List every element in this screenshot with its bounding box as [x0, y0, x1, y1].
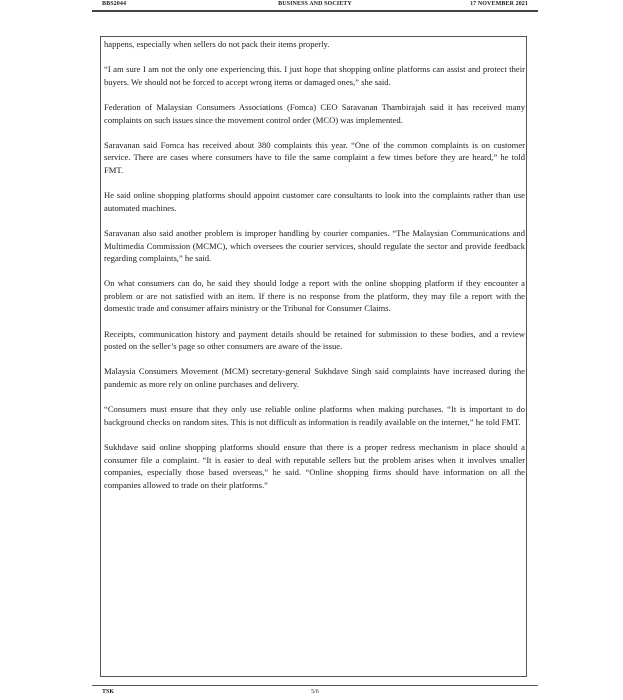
paragraph: Malaysia Consumers Movement (MCM) secretary-general Sukhdave Singh said complaints have increased during the pandemic as more rely on online purchases and delivery.	[104, 366, 525, 390]
paragraph: “Consumers must ensure that they only use reliable online platforms when making purchases. “It is important to do background checks on random sites. This is not difficult as information is readily available on the internet,” he told FMT.	[104, 404, 525, 427]
paragraph: He said online shopping platforms should appoint customer care consultants to look into the complaints rather than use automated machines.	[104, 190, 525, 213]
header-date: 17 NOVEMBER 2021	[470, 1, 528, 7]
paragraph: “I am sure I am not the only one experiencing this. I just hope that shopping online platforms can assist and protect their buyers. We should not be forced to accept wrong items or damaged ones,” she said.	[104, 64, 525, 87]
footer-divider	[92, 685, 538, 686]
module-title: BUSINESS AND SOCIETY	[278, 1, 352, 7]
paragraph: Federation of Malaysian Consumers Associations (Fomca) CEO Saravanan Thambirajah said it has received many complaints on such issues since the movement control order (MCO) was implemented.	[104, 101, 525, 125]
header-divider	[92, 11, 538, 12]
paragraph: Saravanan said Fomca has received about 380 complaints this year. “One of the common complaints is on customer service. There are cases where consumers have to file the same complaint a few times before they are heard,” he told FMT.	[104, 139, 525, 175]
page-number: 5/6	[311, 689, 319, 695]
course-code: BBS2044	[102, 1, 127, 7]
page-header	[92, 0, 538, 11]
article-body	[104, 38, 525, 504]
page-footer	[92, 689, 538, 698]
paragraph: Saravanan also said another problem is improper handling by courier companies. “The Malaysian Communications and Multimedia Commission (MCMC), which oversees the courier services, should regulate the sector and provide feedback regarding complaints,” he said.	[104, 227, 525, 264]
paragraph: Sukhdave said online shopping platforms should ensure that there is a proper redress mechanism in place should a consumer file a complaint. “It is easier to deal with reputable sellers but the problem arises when it involves smaller companies, especially those based overseas,” he said. “Online shopping firms should have information on all the companies allowed to trade on their platforms.”	[104, 442, 525, 490]
paragraph: happens, especially when sellers do not pack their items properly.	[104, 39, 330, 49]
paragraph: Receipts, communication history and payment details should be retained for submission to these bodies, and a review posted on the seller’s page so other consumers are aware of the issue.	[104, 328, 525, 352]
paragraph: On what consumers can do, he said they should lodge a report with the online shopping platform if they encounter a problem or are not satisfied with an item. If there is no response from the platform, they may file a report with the domestic trade and consumer affairs ministry or the Tribunal for Consumer Claims.	[104, 278, 525, 314]
footer-author: TSK	[102, 689, 115, 695]
